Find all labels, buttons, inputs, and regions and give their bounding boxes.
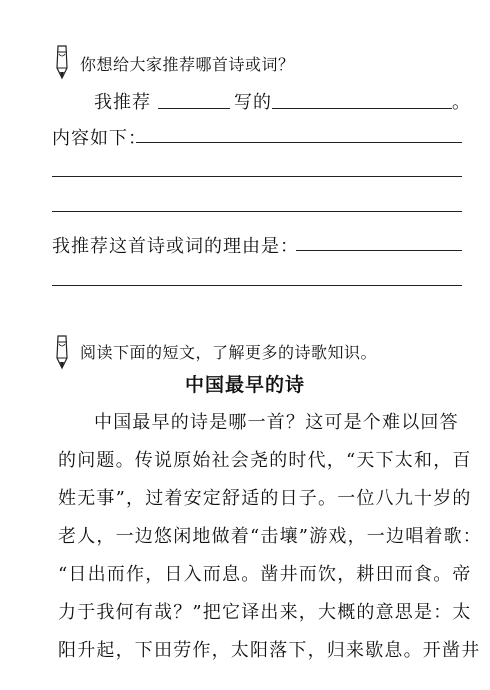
reading-prompt: 阅读下面的短文，了解更多的诗歌知识。 (80, 343, 378, 362)
recommend-mid: 写的 (234, 92, 272, 113)
paragraph-line-2: 的问题。传说原始社会尧的时代，“天下太和，百 (58, 450, 472, 471)
paragraph-line-4: 老人，一边悠闲地做着“击壤”游戏，一边唱着歌： (58, 526, 483, 547)
paragraph-line-1: 中国最早的诗是哪一首？这可是个难以回答 (94, 412, 459, 433)
paragraph-line-5: “日出而作，日入而息。凿井而饮，耕田而食。帝 (58, 564, 472, 585)
content-blank-2[interactable] (52, 176, 462, 177)
paragraph-line-7: 阳升起，下田劳作，太阳落下，归来歇息。开凿井 (58, 640, 481, 661)
poem-title-blank[interactable] (272, 108, 452, 109)
paragraph-line-3: 姓无事”，过着安定舒适的日子。一位八九十岁的 (58, 488, 472, 509)
reason-blank-2[interactable] (52, 285, 462, 286)
pencil-icon (52, 334, 72, 370)
recommend-end: 。 (452, 92, 471, 113)
content-blank-1[interactable] (136, 142, 462, 143)
content-blank-3[interactable] (52, 211, 462, 212)
recommend-prefix: 我推荐 (94, 92, 151, 113)
paragraph-line-6: 力于我何有哉？”把它译出来，大概的意思是：太 (58, 602, 472, 623)
reason-blank-1[interactable] (296, 250, 462, 251)
author-blank[interactable] (158, 108, 230, 109)
content-label: 内容如下： (52, 128, 147, 149)
article-title: 中国最早的诗 (184, 374, 305, 396)
pencil-icon (52, 44, 72, 80)
section-prompt: 你想给大家推荐哪首诗或词？ (80, 55, 295, 74)
reason-label: 我推荐这首诗或词的理由是： (52, 236, 299, 257)
